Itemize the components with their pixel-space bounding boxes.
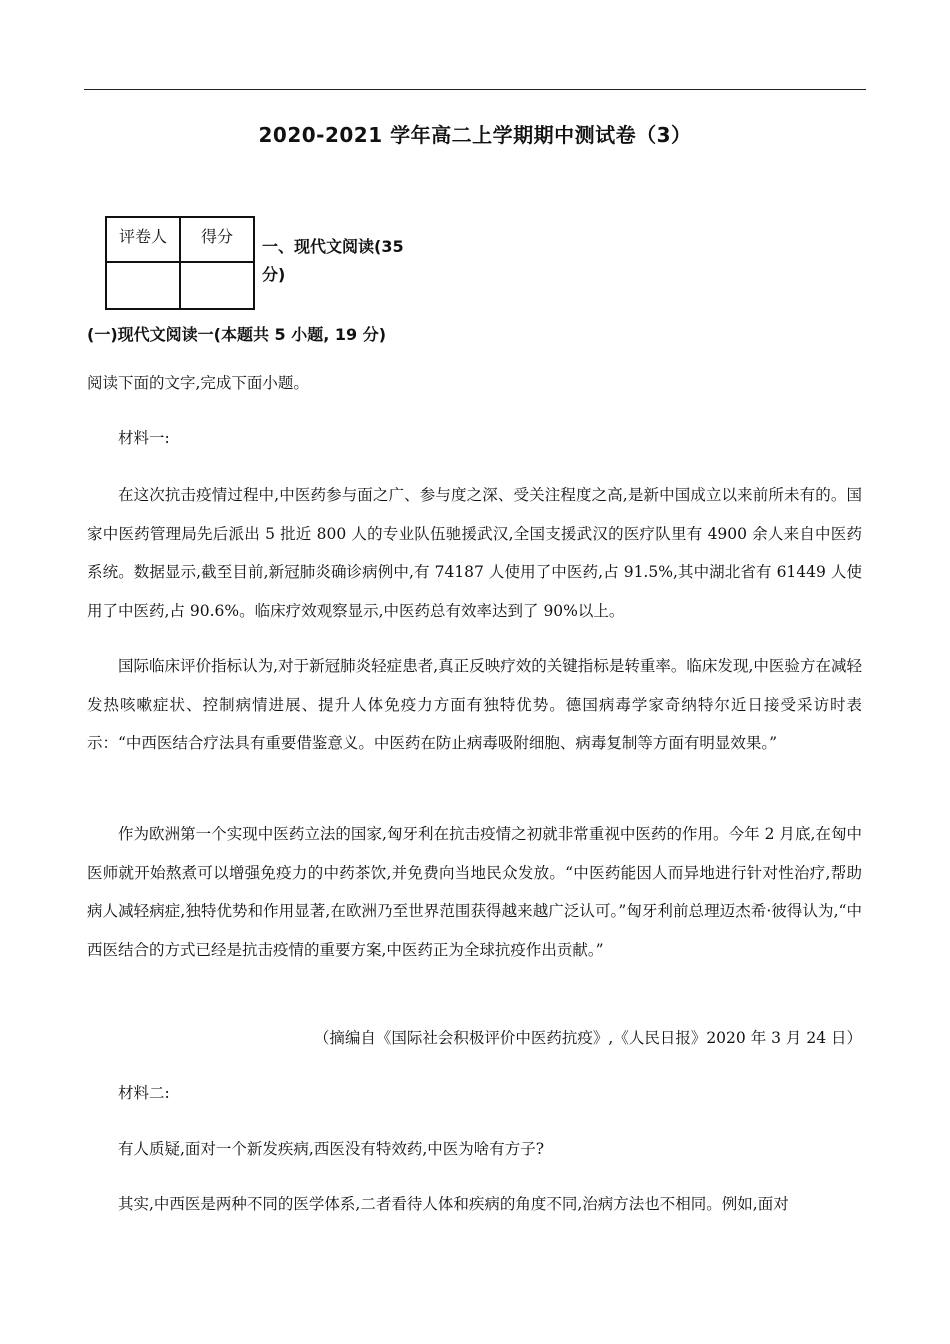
material2-paragraph: 有人质疑,面对一个新发疾病,西医没有特效药,中医为啥有方子?	[118, 1140, 545, 1158]
material1-source: （摘编自《国际社会积极评价中医药抗疫》,《人民日报》2020 年 3 月 24 日）	[313, 1029, 862, 1047]
section-heading: 一、现代文阅读(35分)	[262, 237, 404, 284]
material1-paragraph: 在这次抗击疫情过程中,中医药参与面之广、参与度之深、受关注程度之高,是新中国成立以来前所未有的。国家中医药管理局先后派出 5 批近 800 人的专业队伍驰援武汉,全国支援武汉的医疗队里有 4900 余人来自中医药系统。数据显示,截至目前,新冠肺炎确诊病例中,有 74187 人使用了中医药,占 91.5%,其中湖北省有 61449 人使用了中医药,占 90.6%。临床疗效观察显示,中医药总有效率达到了 90%以上。	[87, 486, 862, 620]
header-rule	[84, 89, 866, 90]
score-label: 得分	[180, 217, 254, 262]
sub-heading: (一)现代文阅读一(本题共 5 小题, 19 分)	[87, 325, 387, 344]
score-cell	[180, 262, 254, 309]
score-table	[105, 216, 255, 310]
page-title: 2020-2021 学年高二上学期期中测试卷（3）	[258, 123, 692, 147]
grader-cell	[106, 262, 180, 309]
material1-paragraph: 国际临床评价指标认为,对于新冠肺炎轻症患者,真正反映疗效的关键指标是转重率。临床发现,中医验方在减轻发热咳嗽症状、控制病情进展、提升人体免疫力方面有独特优势。德国病毒学家奇纳特尔近日接受采访时表示：“中西医结合疗法具有重要借鉴意义。中医药在防止病毒吸附细胞、病毒复制等方面有明显效果。”	[87, 657, 862, 752]
material1-label: 材料一:	[118, 429, 170, 447]
instruction-text: 阅读下面的文字,完成下面小题。	[87, 374, 309, 392]
material2-paragraph: 其实,中西医是两种不同的医学体系,二者看待人体和疾病的角度不同,治病方法也不相同。例如,面对	[118, 1195, 789, 1213]
grader-label: 评卷人	[106, 217, 180, 262]
material2-label: 材料二:	[118, 1084, 170, 1102]
material1-paragraph: 作为欧洲第一个实现中医药立法的国家,匈牙利在抗击疫情之初就非常重视中医药的作用。今年 2 月底,在匈中医师就开始熬煮可以增强免疫力的中药茶饮,并免费向当地民众发放。“中医药能因人而异地进行针对性治疗,帮助病人减轻病症,独特优势和作用显著,在欧洲乃至世界范围获得越来越广泛认可。”匈牙利前总理迈杰希·彼得认为,“中西医结合的方式已经是抗击疫情的重要方案,中医药正为全球抗疫作出贡献。”	[87, 825, 862, 959]
